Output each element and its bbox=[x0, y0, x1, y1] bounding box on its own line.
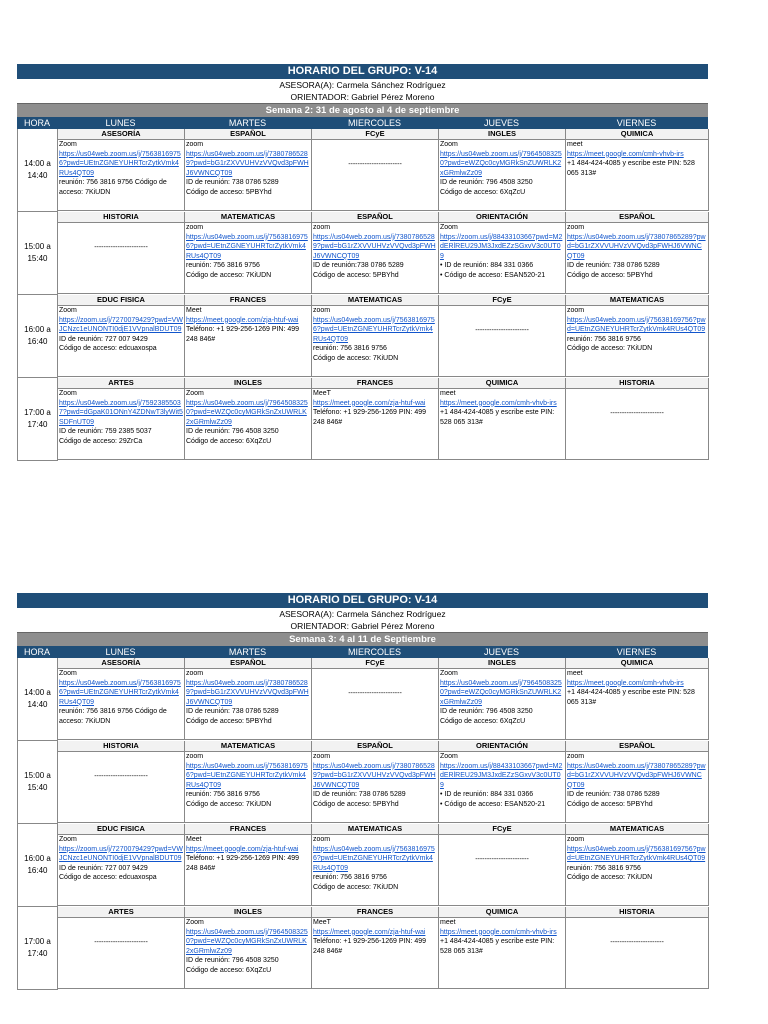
class-details bbox=[566, 223, 708, 280]
class-details bbox=[439, 140, 565, 197]
class-cell bbox=[439, 824, 566, 906]
class-cell bbox=[566, 741, 709, 823]
subject-label: ORIENTACIÓN bbox=[439, 212, 565, 223]
meeting-link[interactable]: https://meet.google.com/zja-htuf-wai bbox=[186, 316, 299, 324]
day-header-row bbox=[17, 646, 708, 658]
class-cell bbox=[58, 212, 185, 294]
time-slot: 16:00 a 16:40 bbox=[18, 295, 58, 378]
subject-label: FCyE bbox=[312, 658, 438, 669]
class-details bbox=[312, 306, 438, 363]
class-details bbox=[185, 835, 311, 873]
class-details bbox=[58, 223, 184, 253]
meeting-link[interactable]: https://zoom.us/j/7270079429?pwd=VWJCNzc1eUNONTI0djE1VVpnalBDUT09 bbox=[59, 316, 183, 333]
header-lunes: LUNES bbox=[105, 647, 136, 657]
subject-label: ASESORÍA bbox=[58, 658, 184, 669]
platform-label: zoom bbox=[186, 670, 204, 677]
class-cell bbox=[439, 295, 566, 377]
subject-label: INGLES bbox=[439, 658, 565, 669]
platform-label: Meet bbox=[186, 307, 202, 314]
platform-label: zoom bbox=[567, 307, 585, 314]
platform-label: zoom bbox=[313, 836, 331, 843]
class-details bbox=[439, 389, 565, 427]
class-cell bbox=[566, 824, 709, 906]
class-cell bbox=[58, 378, 185, 460]
platform-label: zoom bbox=[186, 141, 204, 148]
class-details bbox=[566, 389, 708, 419]
subject-label: ESPAÑOL bbox=[312, 741, 438, 752]
platform-label: Zoom bbox=[59, 390, 77, 397]
class-cell bbox=[312, 824, 439, 906]
platform-label: meet bbox=[567, 670, 583, 677]
empty-slot-dashes: ----------------------- bbox=[94, 244, 148, 251]
subject-label: EDUC FISICA bbox=[58, 824, 184, 835]
week-banner: Semana 2: 31 de agosto al 4 de septiembre bbox=[17, 103, 708, 117]
schedule-title: HORARIO DEL GRUPO: V-14 bbox=[17, 593, 708, 608]
header-miercoles: MIERCOLES bbox=[347, 647, 401, 657]
class-details bbox=[185, 223, 311, 280]
subject-label: FRANCES bbox=[312, 378, 438, 389]
subject-label: FCyE bbox=[312, 129, 438, 140]
header-viernes: VIERNES bbox=[616, 647, 657, 657]
meeting-link[interactable]: https://us04web.zoom.us/j/73807865289?pwd=bG1rZXVVUHVzVVQvd3pFWHJ6VWNCQT09 bbox=[186, 679, 309, 706]
class-cell bbox=[58, 658, 185, 740]
time-slot: 15:00 a 15:40 bbox=[18, 741, 58, 824]
asesora-line: ASESORA(A): Carmela Sánchez Rodríguez bbox=[279, 80, 446, 90]
subject-label: ORIENTACIÓN bbox=[439, 741, 565, 752]
class-details bbox=[185, 918, 311, 975]
meeting-info: ID de reunión: 727 007 9429 bbox=[59, 864, 148, 872]
subject-label: QUIMICA bbox=[439, 378, 565, 389]
class-details bbox=[185, 140, 311, 197]
class-cell bbox=[185, 824, 312, 906]
meeting-link[interactable]: https://us04web.zoom.us/j/75638169756?pwd=UEtnZGNEYUHRTcrZytkVmk4RUs4QT09 bbox=[186, 233, 308, 260]
class-cell bbox=[58, 741, 185, 823]
header-miercoles: MIERCOLES bbox=[347, 118, 401, 128]
class-cell bbox=[439, 212, 566, 294]
subject-label: ESPAÑOL bbox=[566, 741, 708, 752]
subject-label: ARTES bbox=[58, 907, 184, 918]
time-slot: 16:00 a 16:40 bbox=[18, 824, 58, 907]
subject-label: QUIMICA bbox=[439, 907, 565, 918]
subject-label: HISTORIA bbox=[566, 378, 708, 389]
meeting-link[interactable]: https://meet.google.com/cmh-vhvb-irs bbox=[567, 679, 684, 687]
header-jueves: JUEVES bbox=[483, 118, 519, 128]
class-cell bbox=[185, 907, 312, 989]
class-cell bbox=[566, 212, 709, 294]
class-details bbox=[185, 306, 311, 344]
platform-label: meet bbox=[440, 919, 456, 926]
class-cell bbox=[439, 378, 566, 460]
class-details bbox=[439, 306, 565, 336]
class-details bbox=[566, 835, 708, 883]
class-cell bbox=[312, 295, 439, 377]
meeting-link[interactable]: https://us04web.zoom.us/j/75638169756?pwd=UEtnZGNEYUHRTcrZytkVmk4RUs4QT09 bbox=[59, 679, 181, 706]
meeting-info: reunión: 756 3816 9756 bbox=[313, 345, 387, 352]
header-jueves: JUEVES bbox=[483, 647, 519, 657]
platform-label: zoom bbox=[313, 307, 331, 314]
class-details bbox=[312, 669, 438, 699]
subject-label: INGLES bbox=[185, 378, 311, 389]
meeting-link[interactable]: https://zoom.us/j/7270079429?pwd=VWJCNzc1eUNONTI0djE1VVpnalBDUT09 bbox=[59, 845, 183, 862]
meeting-info: Código de acceso: 7KiUDN bbox=[567, 874, 653, 881]
class-cell bbox=[185, 741, 312, 823]
meeting-info: Código de acceso: 7KiUDN bbox=[313, 883, 399, 891]
meeting-link[interactable]: https://zoom.us/j/88433103667pwd=M2dERlREU29JM3JxdEZzSGxvV3c0UT09 bbox=[440, 762, 563, 789]
header-hora: HORA bbox=[23, 647, 50, 657]
meeting-link[interactable]: https://us04web.zoom.us/j/75638169756?pwd=UEtnZGNEYUHRTcrZytkVmk4RUs4QT09 bbox=[313, 845, 435, 872]
meeting-link[interactable]: https://meet.google.com/zja-htuf-wai bbox=[313, 928, 426, 936]
subject-label: QUIMICA bbox=[566, 658, 708, 669]
week-banner: Semana 3: 4 al 11 de Septiembre bbox=[17, 632, 708, 646]
meeting-info: Código de acceso: 6XqZcU bbox=[440, 188, 526, 196]
class-cell bbox=[312, 658, 439, 740]
meeting-info: reunión: 756 3816 9756 Código de acceso: 7KiUDN bbox=[59, 179, 167, 196]
empty-slot-dashes: ----------------------- bbox=[475, 856, 529, 863]
class-details bbox=[312, 389, 438, 427]
class-details bbox=[439, 918, 565, 956]
subject-label: FCyE bbox=[439, 295, 565, 306]
class-cell bbox=[185, 378, 312, 460]
class-details bbox=[439, 669, 565, 726]
platform-label: Zoom bbox=[59, 141, 77, 148]
meeting-info: Código de acceso: 7KiUDN bbox=[313, 354, 399, 362]
meeting-info: Código de acceso: 6XqZcU bbox=[186, 437, 272, 445]
class-details bbox=[58, 306, 184, 354]
platform-label: Meet bbox=[186, 836, 202, 843]
schedule-title: HORARIO DEL GRUPO: V-14 bbox=[17, 64, 708, 79]
platform-label: MeeT bbox=[313, 919, 331, 926]
class-details bbox=[58, 918, 184, 948]
platform-label: Zoom bbox=[186, 919, 204, 926]
orientador-line: ORIENTADOR: Gabriel Pérez Moreno bbox=[290, 621, 435, 631]
platform-label: zoom bbox=[186, 753, 204, 760]
meeting-info: ID de reunión: 738 0786 5289 bbox=[186, 708, 279, 715]
meeting-info: • Código de acceso: ESAN520-21 bbox=[440, 800, 546, 808]
platform-label: Zoom bbox=[440, 670, 458, 677]
class-cell bbox=[566, 658, 709, 740]
meeting-link[interactable]: https://us04web.zoom.us/j/73807865289?pwd=bG1rZXVVUHVzVVQvd3pFWHJ6VWNCQT09 bbox=[186, 150, 309, 177]
platform-label: zoom bbox=[186, 224, 204, 231]
time-slot: 14:00 a 14:40 bbox=[18, 658, 58, 741]
meeting-info: +1 484-424-4085 y escribe este PIN: 528 065 313# bbox=[440, 938, 555, 955]
class-cell bbox=[312, 907, 439, 989]
subject-label: EDUC FISICA bbox=[58, 295, 184, 306]
meeting-info: • ID de reunión: 884 331 0366 bbox=[440, 791, 534, 798]
meeting-link[interactable]: https://meet.google.com/zja-htuf-wai bbox=[313, 399, 426, 407]
meeting-link[interactable]: https://us04web.zoom.us/j/79645083250?pwd=eWZQc0cyMGRkSnZxUWRLK2xGRmlwZz09 bbox=[186, 399, 308, 426]
class-details bbox=[185, 669, 311, 726]
class-cell bbox=[185, 295, 312, 377]
schedule-grid bbox=[17, 129, 708, 461]
meeting-info: Código de acceso: 5PBYhd bbox=[186, 188, 272, 196]
class-cell bbox=[312, 741, 439, 823]
subject-label: FCyE bbox=[439, 824, 565, 835]
class-cell bbox=[312, 212, 439, 294]
time-slot: 14:00 a 14:40 bbox=[18, 129, 58, 212]
subject-label: HISTORIA bbox=[58, 212, 184, 223]
platform-label: meet bbox=[567, 141, 583, 148]
class-cell bbox=[439, 741, 566, 823]
meeting-info: Código de acceso: 5PBYhd bbox=[313, 271, 399, 279]
class-cell bbox=[185, 212, 312, 294]
meeting-info: Código de acceso: 7KiUDN bbox=[186, 271, 272, 279]
platform-label: meet bbox=[440, 390, 456, 397]
header-martes: MARTES bbox=[228, 118, 267, 128]
empty-slot-dashes: ----------------------- bbox=[610, 939, 664, 946]
meeting-info: ID de reunión: 727 007 9429 bbox=[59, 335, 148, 343]
class-cell bbox=[58, 129, 185, 211]
meeting-link[interactable]: https://meet.google.com/cmh-vhvb-irs bbox=[567, 150, 684, 158]
meeting-info: Código de acceso: edcuaxospa bbox=[59, 874, 157, 881]
meeting-link[interactable]: https://meet.google.com/cmh-vhvb-irs bbox=[440, 399, 557, 407]
subject-label: ESPAÑOL bbox=[312, 212, 438, 223]
class-details bbox=[312, 140, 438, 170]
class-cell bbox=[566, 907, 709, 989]
platform-label: Zoom bbox=[186, 390, 204, 397]
class-cell bbox=[312, 129, 439, 211]
empty-slot-dashes: ----------------------- bbox=[348, 161, 402, 168]
meeting-info: Teléfono: +1 929-256-1269 PIN: 499 248 846# bbox=[313, 938, 427, 955]
meeting-info: Teléfono: +1 929-256-1269 PIN: 499 248 846# bbox=[186, 326, 300, 343]
meeting-link[interactable]: https://us04web.zoom.us/j/73807865289?pwd=bG1rZXVVUHVzVVQvd3pFWHJ6VWNCQT09 bbox=[313, 233, 436, 260]
meeting-info: Código de acceso: 6XqZcU bbox=[186, 966, 272, 974]
platform-label: Zoom bbox=[59, 670, 77, 677]
platform-label: Zoom bbox=[59, 307, 77, 314]
platform-label: zoom bbox=[313, 753, 331, 760]
class-cell bbox=[58, 824, 185, 906]
class-details bbox=[58, 140, 184, 197]
orientador-line: ORIENTADOR: Gabriel Pérez Moreno bbox=[290, 92, 435, 102]
subject-label: ESPAÑOL bbox=[185, 129, 311, 140]
meeting-info: reunión: 756 3816 9756 Código de acceso: 7KiUDN bbox=[59, 708, 167, 725]
class-details bbox=[185, 389, 311, 446]
meeting-info: +1 484-424-4085 y escribe este PIN: 528 065 313# bbox=[440, 409, 555, 426]
class-details bbox=[439, 752, 565, 809]
meeting-info: Código de acceso: edcuaxospa bbox=[59, 345, 157, 352]
subject-label: ESPAÑOL bbox=[185, 658, 311, 669]
class-cell bbox=[439, 907, 566, 989]
platform-label: zoom bbox=[313, 224, 331, 231]
class-details bbox=[566, 669, 708, 707]
class-details bbox=[185, 752, 311, 809]
time-slot: 17:00 a 17:40 bbox=[18, 907, 58, 990]
subject-label: ASESORÍA bbox=[58, 129, 184, 140]
meeting-link[interactable]: https://us04web.zoom.us/j/75638169756?pwd=UEtnZGNEYUHRTcrZytkVmk4RUs4QT09 bbox=[59, 150, 181, 177]
meeting-info: • Código de acceso: ESAN520-21 bbox=[440, 271, 546, 279]
class-cell bbox=[185, 658, 312, 740]
meeting-info: ID de reunión: 738 0786 5289 bbox=[313, 791, 406, 798]
subject-label: HISTORIA bbox=[566, 907, 708, 918]
schedule-grid bbox=[17, 658, 708, 990]
asesora-line: ASESORA(A): Carmela Sánchez Rodríguez bbox=[279, 609, 446, 619]
subject-label: MATEMATICAS bbox=[185, 212, 311, 223]
platform-label: Zoom bbox=[440, 141, 458, 148]
meeting-info: reunión: 756 3816 9756 bbox=[186, 791, 260, 798]
meeting-info: ID de reunión: 759 2385 5037 bbox=[59, 428, 152, 435]
meeting-info: reunión: 756 3816 9756 bbox=[567, 864, 641, 872]
meeting-link[interactable]: https://us04web.zoom.us/j/75638169756?pwd=UEtnZGNEYUHRTcrZytkVmk4RUs4QT09 bbox=[186, 762, 308, 789]
meeting-info: ID de reunión: 796 4508 3250 bbox=[186, 957, 279, 964]
meeting-link[interactable]: https://us04web.zoom.us/j/79645083250?pwd=eWZQc0cyMGRkSnZUWRLK2xGRmlwZz09 bbox=[440, 679, 562, 706]
subject-label: MATEMATICAS bbox=[185, 741, 311, 752]
subject-label: INGLES bbox=[185, 907, 311, 918]
subject-label: MATEMATICAS bbox=[566, 824, 708, 835]
subject-label: INGLES bbox=[439, 129, 565, 140]
meeting-info: Teléfono: +1 929-256-1269 PIN: 499 248 846# bbox=[313, 409, 427, 426]
class-details bbox=[312, 752, 438, 809]
subject-label: ARTES bbox=[58, 378, 184, 389]
meeting-info: reunión: 756 3816 9756 bbox=[567, 335, 641, 343]
time-slot: 17:00 a 17:40 bbox=[18, 378, 58, 461]
meeting-link[interactable]: https://us04web.zoom.us/j/79645083250?pwd=eWZQc0cyMGRkSnZxUWRLK2xGRmlwZz09 bbox=[186, 928, 308, 955]
class-cell bbox=[566, 378, 709, 460]
empty-slot-dashes: ----------------------- bbox=[348, 690, 402, 697]
meeting-info: ID de reunión:738 0786 5289 bbox=[313, 262, 404, 269]
subject-label: ESPAÑOL bbox=[566, 212, 708, 223]
meeting-info: ID de reunión: 796 4508 3250 bbox=[440, 179, 533, 186]
class-details bbox=[566, 752, 708, 809]
meeting-link[interactable]: https://us04web.zoom.us/j/79645083250?pwd=eWZQc0cyMGRkSnZUWRLK2xGRmlwZz09 bbox=[440, 150, 562, 177]
meeting-link[interactable]: https://meet.google.com/cmh-vhvb-irs bbox=[440, 928, 557, 936]
meeting-info: Código de acceso: 5PBYhd bbox=[567, 800, 653, 808]
schedule-week-3 bbox=[17, 593, 708, 990]
header-martes: MARTES bbox=[228, 647, 267, 657]
header-hora: HORA bbox=[23, 118, 50, 128]
empty-slot-dashes: ----------------------- bbox=[94, 773, 148, 780]
class-details bbox=[58, 389, 184, 446]
platform-label: zoom bbox=[567, 753, 585, 760]
meeting-info: +1 484-424-4085 y escribe este PIN: 528 065 313# bbox=[567, 689, 695, 706]
meeting-link[interactable]: https://us04web.zoom.us/j/75638169756?pwd=UEtnZGNEYUHRTcrZytkVmk4RUs4QT09 bbox=[567, 316, 706, 333]
platform-label: Zoom bbox=[440, 224, 458, 231]
class-cell bbox=[566, 129, 709, 211]
meeting-info: ID de reunión: 738 0786 5289 bbox=[567, 791, 660, 798]
class-details bbox=[566, 306, 708, 354]
class-cell bbox=[312, 378, 439, 460]
header-lunes: LUNES bbox=[105, 118, 136, 128]
meeting-info: Código de acceso: 7KiUDN bbox=[186, 800, 272, 808]
empty-slot-dashes: ----------------------- bbox=[610, 410, 664, 417]
class-details bbox=[312, 918, 438, 956]
meeting-info: Código de acceso: 29ZrCa bbox=[59, 437, 143, 445]
meeting-link[interactable]: https://us04web.zoom.us/j/75638169756?pwd=UEtnZGNEYUHRTcrZytkVmk4RUs4QT09 bbox=[567, 845, 706, 862]
class-details bbox=[566, 140, 708, 178]
class-details bbox=[58, 835, 184, 883]
class-details bbox=[58, 669, 184, 726]
empty-slot-dashes: ----------------------- bbox=[94, 939, 148, 946]
class-cell bbox=[566, 295, 709, 377]
empty-slot-dashes: ----------------------- bbox=[475, 327, 529, 334]
class-cell bbox=[439, 129, 566, 211]
class-cell bbox=[58, 295, 185, 377]
subject-label: MATEMATICAS bbox=[312, 824, 438, 835]
meeting-info: Código de acceso: 5PBYhd bbox=[567, 271, 653, 279]
meeting-info: ID de reunión: 738 0786 5289 bbox=[186, 179, 279, 186]
header-viernes: VIERNES bbox=[616, 118, 657, 128]
meeting-info: reunión: 756 3816 9756 bbox=[313, 874, 387, 881]
meeting-info: Código de acceso: 7KiUDN bbox=[567, 345, 653, 352]
subject-label: MATEMATICAS bbox=[312, 295, 438, 306]
platform-label: Zoom bbox=[59, 836, 77, 843]
meeting-info: Teléfono: +1 929-256-1269 PIN: 499 248 846# bbox=[186, 855, 300, 872]
meeting-link[interactable]: https://us04web.zoom.us/j/73807865289?pwd=bG1rZXVVUHVzVVQvd3pFWHJ6VWNCQT09 bbox=[567, 233, 706, 260]
subject-label: MATEMATICAS bbox=[566, 295, 708, 306]
meeting-link[interactable]: https://zoom.us/j/88433103667pwd=M2dERlREU29JM3JxdEZzSGxvV3c0UT09 bbox=[440, 233, 563, 260]
subject-label: FRANCES bbox=[185, 295, 311, 306]
class-cell bbox=[185, 129, 312, 211]
meeting-info: Código de acceso: 5PBYhd bbox=[186, 717, 272, 725]
platform-label: Zoom bbox=[440, 753, 458, 760]
class-details bbox=[566, 918, 708, 948]
class-details bbox=[439, 223, 565, 280]
meeting-info: ID de reunión: 796 4508 3250 bbox=[186, 428, 279, 435]
platform-label: zoom bbox=[567, 224, 585, 231]
class-details bbox=[312, 835, 438, 892]
class-details bbox=[312, 223, 438, 280]
class-details bbox=[58, 752, 184, 782]
meeting-info: reunión: 756 3816 9756 bbox=[186, 262, 260, 269]
meeting-info: ID de reunión: 738 0786 5289 bbox=[567, 262, 660, 269]
day-header-row bbox=[17, 117, 708, 129]
schedule-week-2 bbox=[17, 64, 708, 461]
meeting-info: Código de acceso: 5PBYhd bbox=[313, 800, 399, 808]
class-details bbox=[439, 835, 565, 865]
meeting-link[interactable]: https://us04web.zoom.us/j/75923855037?pwd=dGpaK01ONnY4ZDNwT3lyWit5SDFnUT09 bbox=[59, 399, 183, 426]
subject-label: HISTORIA bbox=[58, 741, 184, 752]
platform-label: MeeT bbox=[313, 390, 331, 397]
class-cell bbox=[439, 658, 566, 740]
meeting-link[interactable]: https://meet.google.com/zja-htuf-wai bbox=[186, 845, 299, 853]
class-cell bbox=[58, 907, 185, 989]
meeting-info: Código de acceso: 6XqZcU bbox=[440, 717, 526, 725]
meeting-info: • ID de reunión: 884 331 0366 bbox=[440, 262, 534, 269]
time-slot: 15:00 a 15:40 bbox=[18, 212, 58, 295]
meeting-info: ID de reunión: 796 4508 3250 bbox=[440, 708, 533, 715]
meeting-info: +1 484-424-4085 y escribe este PIN: 528 065 313# bbox=[567, 160, 695, 177]
meeting-link[interactable]: https://us04web.zoom.us/j/75638169756?pwd=UEtnZGNEYUHRTcrZytkVmk4RUs4QT09 bbox=[313, 316, 435, 343]
platform-label: zoom bbox=[567, 836, 585, 843]
subject-label: FRANCES bbox=[185, 824, 311, 835]
meeting-link[interactable]: https://us04web.zoom.us/j/73807865289?pwd=bG1rZXVVUHVzVVQvd3pFWHJ6VWNCQT09 bbox=[313, 762, 436, 789]
meeting-link[interactable]: https://us04web.zoom.us/j/73807865289?pwd=bG1rZXVVUHVzVVQvd3pFWHJ6VWNCQT09 bbox=[567, 762, 706, 789]
subject-label: FRANCES bbox=[312, 907, 438, 918]
subject-label: QUIMICA bbox=[566, 129, 708, 140]
